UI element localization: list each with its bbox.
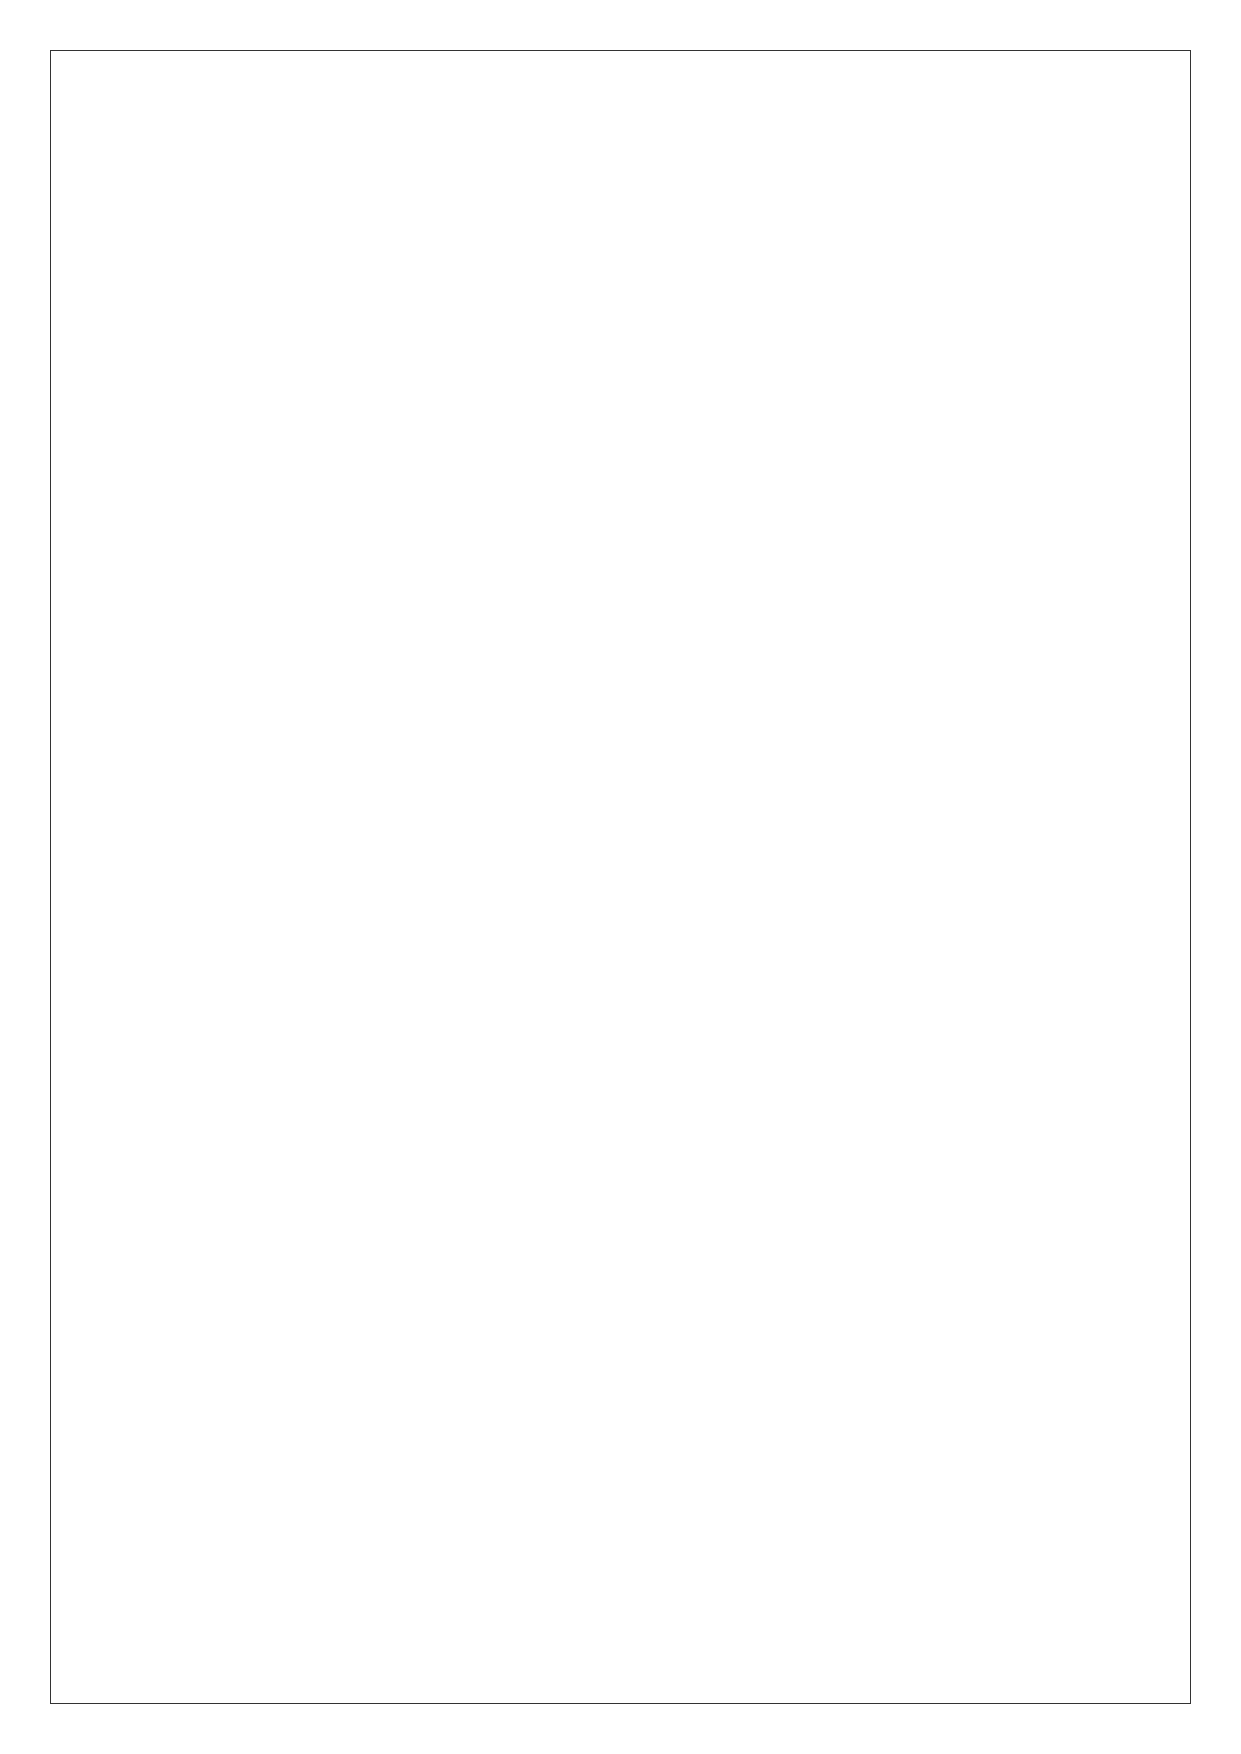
page-footer	[0, 1620, 1241, 1644]
page-frame	[50, 50, 1191, 1704]
document-title	[0, 158, 1241, 214]
